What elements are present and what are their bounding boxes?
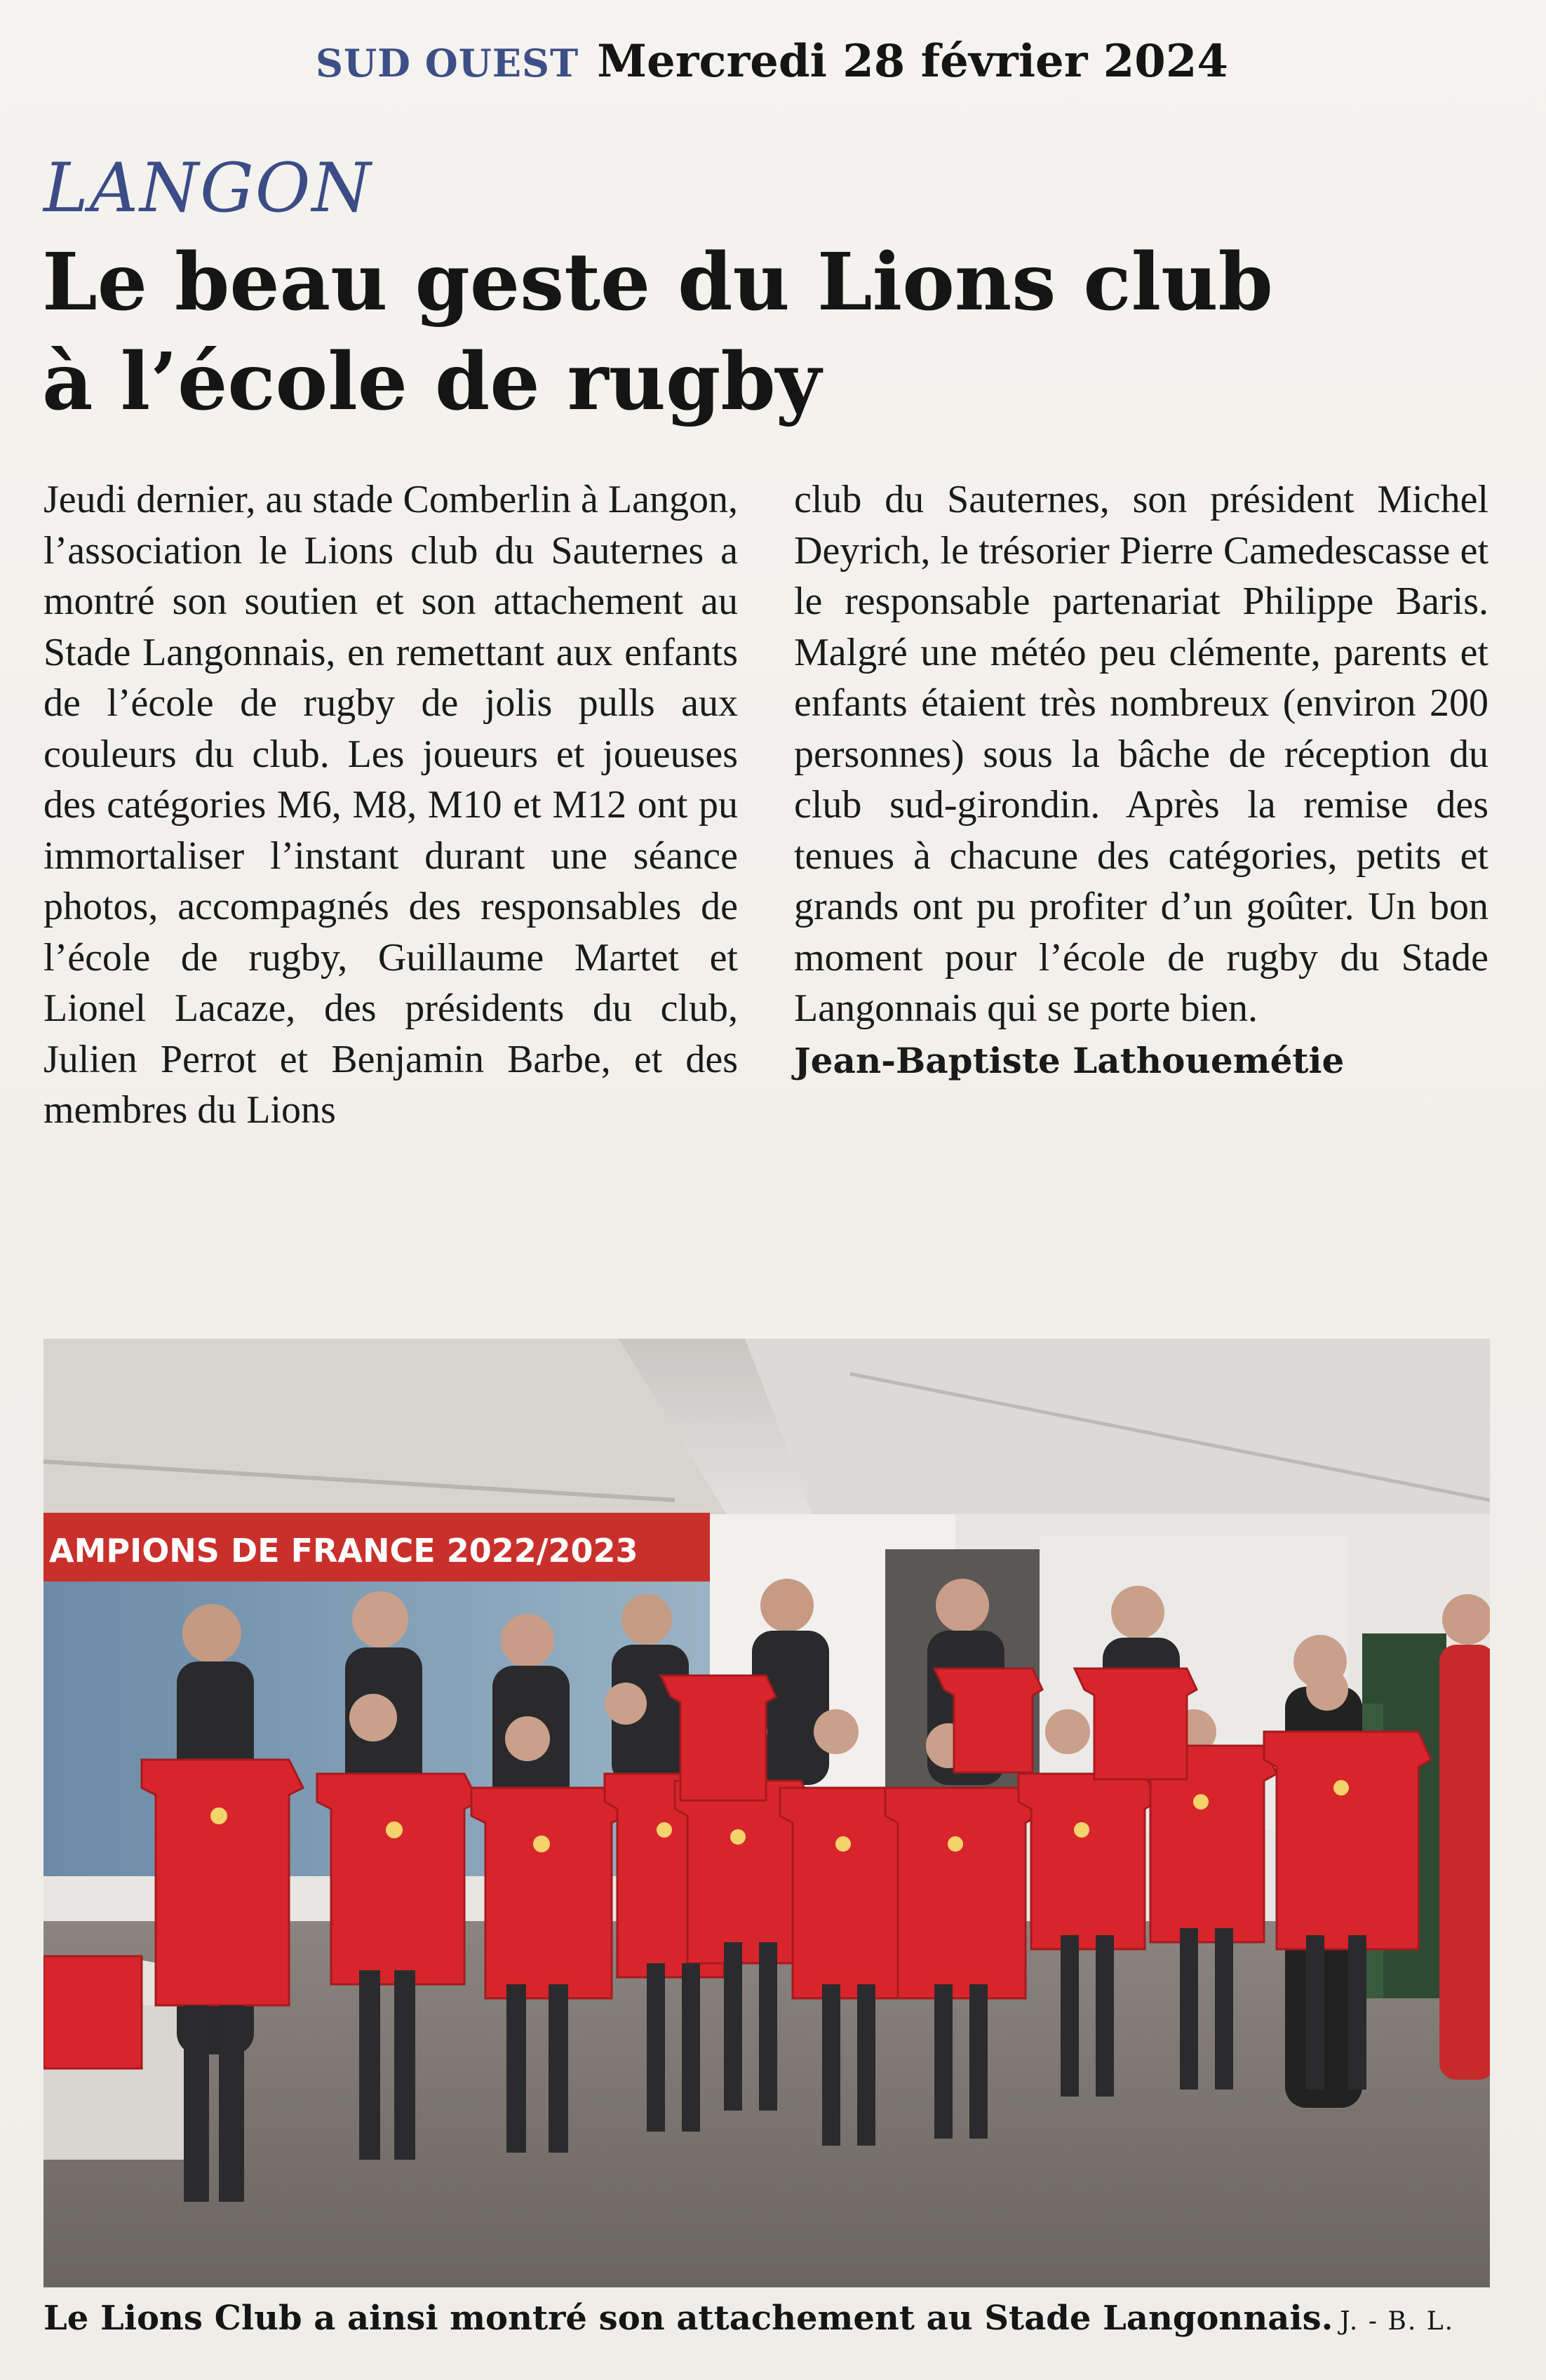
issue-date: Mercredi 28 février 2024 (597, 35, 1228, 88)
masthead (316, 35, 1228, 88)
photo-credit: J. - B. L. (1340, 2307, 1455, 2336)
article-body-left: Jeudi dernier, au stade Comberlin à Langon, l’association le Lions club du Sauternes a montré son soutien et son attachement au Stade Langonnais, en remettant aux enfants de l’école de rugby de jolis pulls aux couleurs du club. Les joueurs et joueuses des catégories M6, M8, M10 et M12 ont pu immortaliser l’instant durant une séance photos, accompagnés des responsables de l’école de rugby, Guillaume Martet et Lionel Lacaze, des présidents du club, Julien Perrot et Benjamin Barbe, et des membres du Lions (43, 478, 738, 1132)
byline: Jean-Baptiste Lathouemétie (794, 1039, 1345, 1081)
section-kicker: LANGON (43, 149, 372, 227)
article-column-left (43, 474, 738, 1136)
article-photo (43, 1339, 1490, 2287)
champions-banner-text: AMPIONS DE FRANCE 2022/2023 (49, 1532, 638, 1570)
article-column-right (794, 474, 1488, 1086)
headline-line-1: Le beau geste du Lions club (42, 236, 1273, 328)
newspaper-name: SUD OUEST (316, 41, 579, 86)
headline-line-2: à l’école de rugby (42, 336, 821, 428)
headline (42, 233, 1515, 432)
caption-text: Le Lions Club a ainsi montré son attachement au Stade Langonnais. (43, 2299, 1333, 2338)
article-body-right: club du Sauternes, son président Michel Deyrich, le trésorier Pierre Camedescasse et le responsable partenariat Philippe Baris. Malgré une météo peu clémente, parents et enfants étaient très nombreux (environ 200 personnes) sous la bâche de réception du club sud-girondin. Après la remise des tenues à chacune des catégories, petits et grands ont pu profiter d’un goûter. Un bon moment pour l’école de rugby du Stade Langonnais qui se porte bien. (794, 478, 1488, 1030)
photo-caption (43, 2299, 1454, 2338)
group-photo-illustration (43, 1339, 1490, 2287)
